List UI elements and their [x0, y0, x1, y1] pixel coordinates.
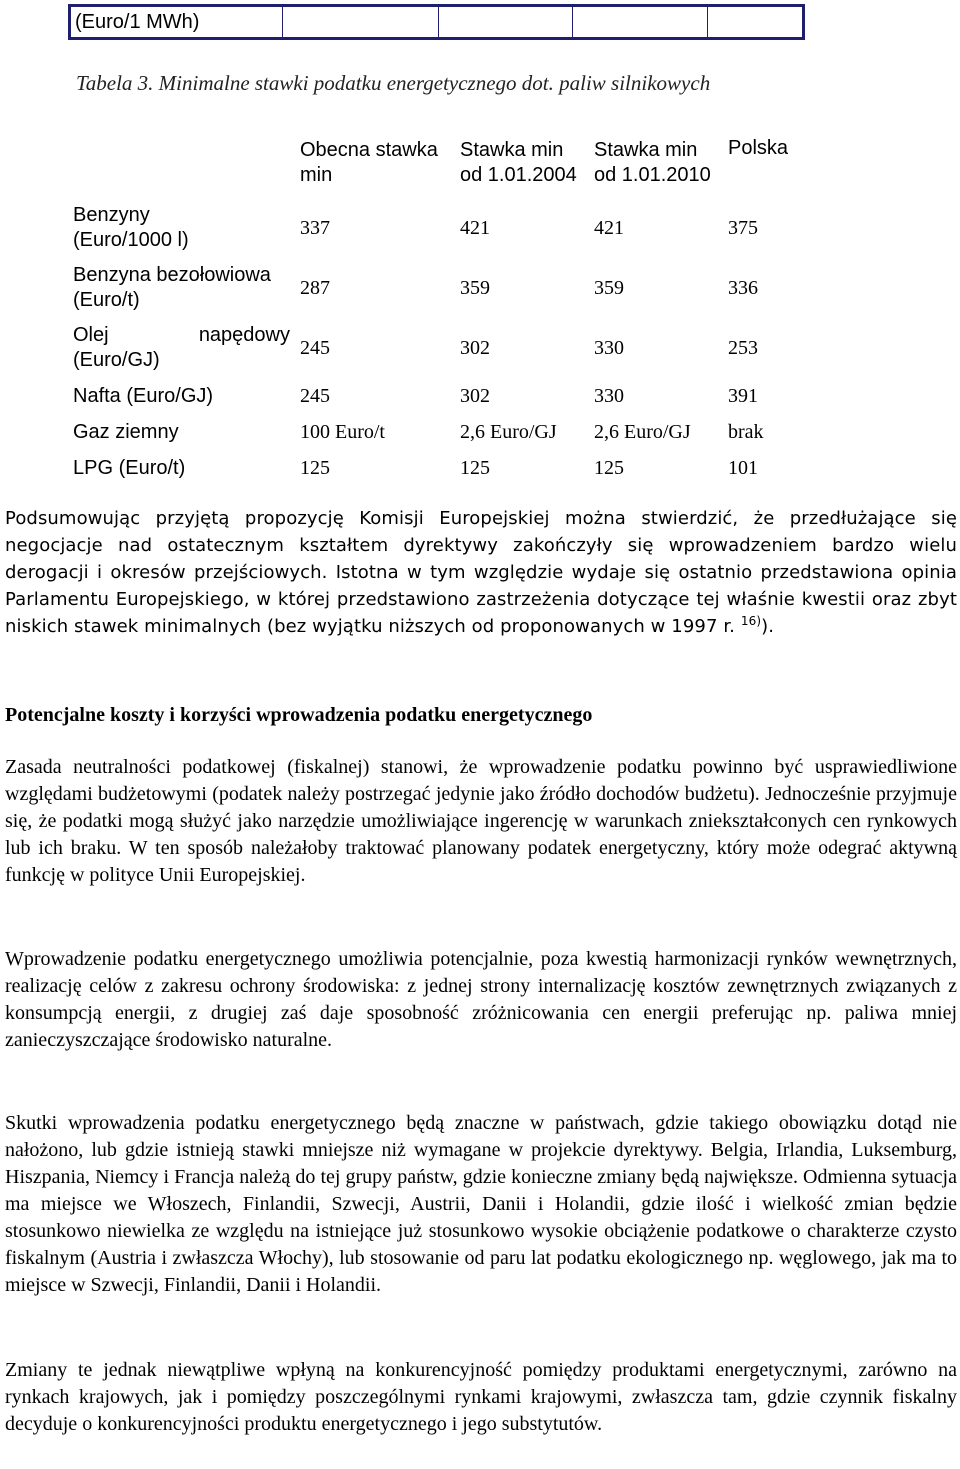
empty-cell: [283, 7, 439, 37]
cell-value: 421: [460, 216, 490, 239]
cell-value: 330: [594, 336, 624, 359]
cell-value: 125: [300, 456, 330, 479]
table-row: [68, 414, 793, 450]
row-label: Gaz ziemny: [73, 420, 179, 443]
cell-value: 359: [594, 276, 624, 299]
cell-value: 359: [460, 276, 490, 299]
row-label: Olej napędowy (Euro/GJ): [73, 324, 290, 371]
empty-cell: [439, 7, 573, 37]
paragraph-competition: Zmiany te jednak niewątpliwe wpłyną na konkurencyjność pomiędzy produktami energetycznymi, zarówno na rynkach krajowych, jak i pomiędzy poszczególnymi rynkami krajowymi, zwłaszcza tam, gdzie czynnik fiskalny decyduje o konkurencyjności produktu energetycznego i jego substytutów.: [5, 1359, 957, 1435]
row-label: LPG (Euro/t): [73, 456, 186, 479]
cell-value: 391: [728, 384, 758, 407]
table-row: [68, 198, 793, 258]
cell-value: 330: [594, 384, 624, 407]
tax-rates-table: [68, 128, 793, 486]
table-row: [68, 318, 793, 378]
cell-value: 287: [300, 276, 330, 299]
table-caption: Tabela 3. Minimalne stawki podatku energetycznego dot. paliw silnikowych: [76, 71, 711, 95]
paragraph-introduction: Wprowadzenie podatku energetycznego umożliwia potencjalnie, poza kwestią harmonizacji rynków wewnętrznych, realizację celów z zakresu ochrony środowiska: z jednej strony internalizację kosztów zewnętrznych związanych z konsumpcją energii, z drugiej zaś daje sposobność zróżnicowania cen energii preferując np. paliwa mniej zanieczyszczające środowisko naturalne.: [5, 948, 957, 1051]
cell-value: 375: [728, 216, 758, 239]
cell-value: 421: [594, 216, 624, 239]
unit-label: (Euro/1 MWh): [71, 7, 283, 37]
header-poland: Polska: [728, 137, 789, 159]
cell-value: 302: [460, 336, 490, 359]
cell-value: 101: [728, 456, 758, 479]
table-row: [68, 378, 793, 414]
cell-value: 125: [460, 456, 490, 479]
paragraph-neutrality: Zasada neutralności podatkowej (fiskalnej) stanowi, że wprowadzenie podatku powinno być usprawiedliwione względami budżetowymi (podatek należy postrzegać jedynie jako źródło dochodów budżetu). Jednocześnie przyjmuje się, że podatki mogą służyć jako narzędzie umożliwiające ingerencję w warunkach zniekształconych cen rynkowych lub ich braku. W ten sposób należałoby traktować planowany podatek energetyczny, który może odegrać aktywną funkcję w polityce Unii Europejskiej.: [5, 756, 957, 886]
section-heading: Potencjalne koszty i korzyści wprowadzenia podatku energetycznego: [5, 704, 593, 726]
cell-value: 100 Euro/t: [300, 420, 385, 443]
cell-value: brak: [728, 420, 764, 443]
table-row: [68, 450, 793, 486]
top-fragment-table: [68, 4, 805, 40]
row-label: Nafta (Euro/GJ): [73, 384, 214, 407]
row-label: Benzyna bezołowiowa (Euro/t): [73, 264, 271, 311]
cell-value: 2,6 Euro/GJ: [594, 420, 691, 443]
header-empty: [68, 128, 295, 198]
table-row: [68, 258, 793, 318]
header-current-min: Obecna stawka min: [300, 139, 438, 186]
cell-value: 336: [728, 276, 758, 299]
paragraph-summary: Podsumowując przyjętą propozycję Komisji Europejskiej można stwierdzić, że przedłużające się negocjacje nad ostatecznym kształtem dyrektywy zakończyły się wprowadzeniem bardzo wielu derogacji i okresów przejściowych. Istotna w tym względzie wydaje się ostatnio przedstawiona opinia Parlamentu Europejskiego, w której przedstawiono zastrzeżenia dotyczące tej właśnie kwestii oraz zbyt niskich stawek minimalnych (bez wyjątku niższych od proponowanych w 1997 r. $^{16)}$).: [5, 508, 957, 637]
cell-value: 125: [594, 456, 624, 479]
empty-cell: [708, 7, 802, 37]
paragraph-effects: Skutki wprowadzenia podatku energetycznego będą znaczne w państwach, gdzie takiego obowiązku dotąd nie nałożono, lub gdzie istnieją stawki mniejsze niż wymagane w projekcie dyrektywy. Belgia, Irlandia, Luksemburg, Hiszpania, Niemcy i Francja należą do tej grupy państw, gdzie konieczne zmiany będą największe. Odmienna sytuacja ma miejsce we Włoszech, Finlandii, Szwecji, Austrii, Danii i Holandii, gdzie ilość i wielkość zmian będzie stosunkowo niewielka ze względu na istniejące już stosunkowo wysokie obciążenie podatkowe o charakterze czysto fiskalnym (Austria i zwłaszcza Włochy), lub stosowanie od paru lat podatku ekologicznego np. węglowego, jak ma to miejsce w Szwecji, Finlandii, Danii i Holandii.: [5, 1112, 957, 1296]
header-2004: Stawka min od 1.01.2004: [460, 139, 577, 186]
table-header-row: [68, 128, 793, 198]
empty-cell: [573, 7, 708, 37]
footnote-ref: 16): [740, 614, 762, 628]
cell-value: 253: [728, 336, 758, 359]
row-label: Benzyny (Euro/1000 l): [73, 204, 189, 251]
cell-value: 2,6 Euro/GJ: [460, 420, 557, 443]
cell-value: 302: [460, 384, 490, 407]
cell-value: 337: [300, 216, 330, 239]
cell-value: 245: [300, 336, 330, 359]
header-2010: Stawka min od 1.01.2010: [594, 139, 711, 186]
cell-value: 245: [300, 384, 330, 407]
